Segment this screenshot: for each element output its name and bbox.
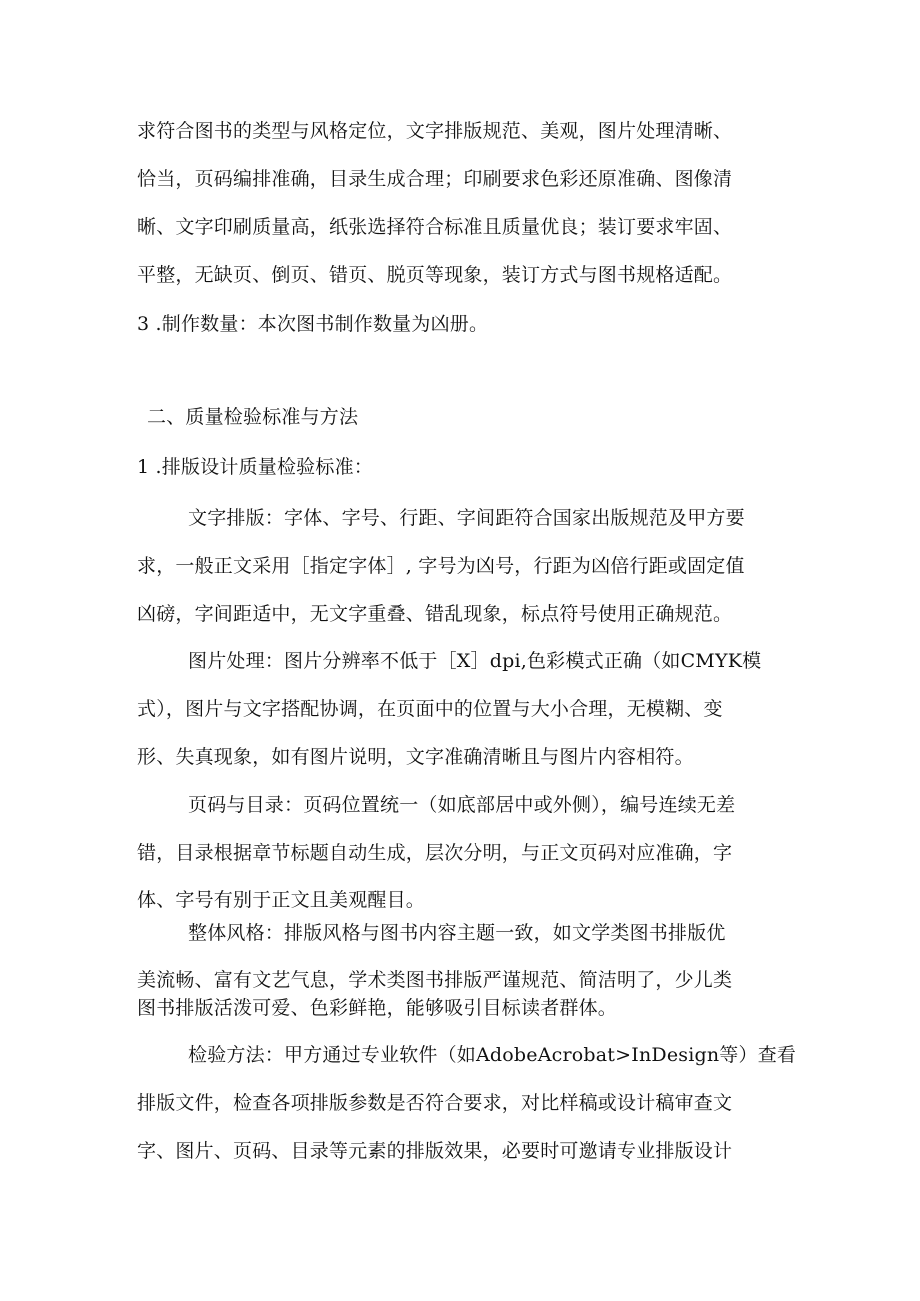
paragraph-first-line: 检验方法：甲方通过专业软件（如AdobeAcrobat>InDesign等）查看 xyxy=(188,1044,797,1066)
section-heading: 二、质量检验标准与方法 xyxy=(147,406,359,428)
paragraph-line: 平整，无缺页、倒页、错页、脱页等现象，装订方式与图书规格适配。 xyxy=(137,264,733,286)
paragraph-line: 凶磅，字间距适中，无文字重叠、错乱现象，标点符号使用正确规范。 xyxy=(137,603,733,625)
numbered-item: 3 .制作数量：本次图书制作数量为凶册。 xyxy=(137,313,489,335)
paragraph-line: 体、字号有别于正文且美观醒目。 xyxy=(137,889,426,911)
paragraph-line: 晰、文字印刷质量高，纸张选择符合标准且质量优良；装订要求牢固、 xyxy=(137,216,733,238)
paragraph-line: 美流畅、富有文艺气息，学术类图书排版严谨规范、简洁明了，少儿类 xyxy=(137,969,733,991)
paragraph-line: 字、图片、页码、目录等元素的排版效果，必要时可邀请专业排版设计 xyxy=(137,1140,733,1162)
paragraph-line: 排版文件，检查各项排版参数是否符合要求，对比样稿或设计稿审查文 xyxy=(137,1092,733,1114)
paragraph-first-line: 整体风格：排版风格与图书内容主题一致，如文学类图书排版优 xyxy=(188,922,726,944)
paragraph-line: 恰当，页码编排准确，目录生成合理；印刷要求色彩还原准确、图像清 xyxy=(137,168,733,190)
paragraph-line: 求符合图书的类型与风格定位，文字排版规范、美观，图片处理清晰、 xyxy=(137,120,733,142)
paragraph-line: 求，一般正文采用［指定字体］, 字号为凶号，行距为凶倍行距或固定值 xyxy=(137,555,745,577)
paragraph-line: 错，目录根据章节标题自动生成，层次分明，与正文页码对应准确，字 xyxy=(137,842,733,864)
paragraph-first-line: 文字排版：字体、字号、行距、字间距符合国家出版规范及甲方要 xyxy=(188,507,745,529)
subsection-heading: 1 .排版设计质量检验标准： xyxy=(137,456,373,478)
paragraph-line: 形、失真现象，如有图片说明，文字准确清晰且与图片内容相符。 xyxy=(137,746,694,768)
paragraph-first-line: 图片处理：图片分辨率不低于［X］dpi,色彩模式正确（如CMYK模 xyxy=(188,650,762,672)
paragraph-line: 式），图片与文字搭配协调，在页面中的位置与大小合理，无模糊、变 xyxy=(137,698,723,720)
paragraph-first-line: 页码与目录：页码位置统一（如底部居中或外侧），编号连续无差 xyxy=(188,794,736,816)
paragraph-line: 图书排版活泼可爱、色彩鲜艳，能够吸引目标读者群体。 xyxy=(137,997,618,1019)
